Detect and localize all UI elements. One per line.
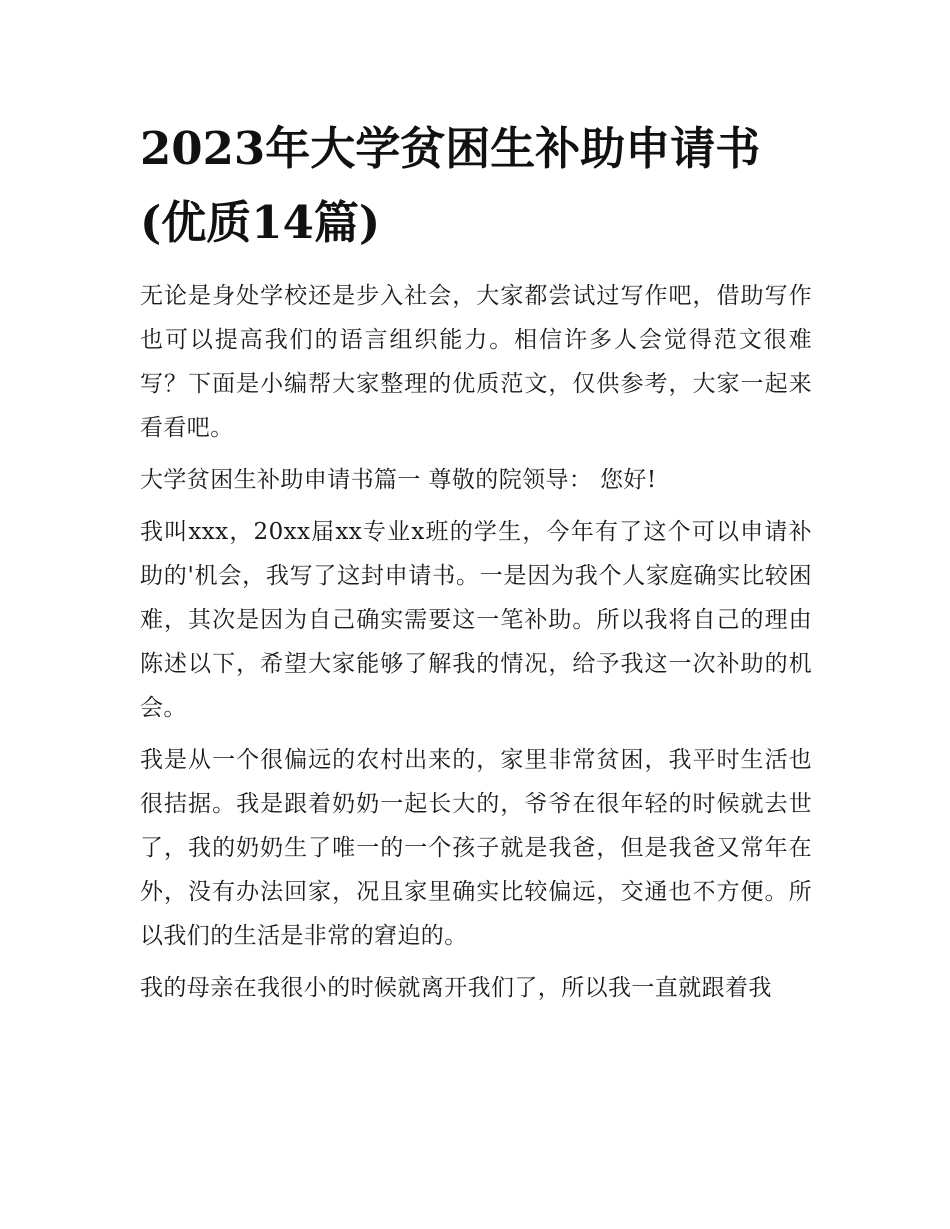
document-title: 2023年大学贫困生补助申请书(优质14篇) (140, 122, 761, 249)
paragraph-salutation: 大学贫困生补助申请书篇一 尊敬的院领导： 您好! (140, 467, 657, 493)
paragraph-self-introduction: 我叫xxx，20xx届xx专业x班的学生，今年有了这个可以申请补助的'机会，我写了这封申请书。一是因为我个人家庭确实比较困难，其次是因为自己确实需要这一笔补助。所以我将自己的理由陈述以下，希望大家能够了解我的情况，给予我这一次补助的机会。 (140, 519, 812, 721)
paragraph-mother: 我的母亲在我很小的时候就离开我们了，所以我一直就跟着我 (140, 975, 772, 1001)
document-body (140, 112, 812, 1018)
paragraph-intro: 无论是身处学校还是步入社会，大家都尝试过写作吧，借助写作也可以提高我们的语言组织能力。相信许多人会觉得范文很难写？下面是小编帮大家整理的优质范文，仅供参考，大家一起来看看吧。 (140, 283, 812, 441)
paragraph-family-background: 我是从一个很偏远的农村出来的，家里非常贫困，我平时生活也很拮据。我是跟着奶奶一起长大的，爷爷在很年轻的时候就去世了，我的奶奶生了唯一的一个孩子就是我爸，但是我爸又常年在外，没有办法回家，况且家里确实比较偏远，交通也不方便。所以我们的生活是非常的窘迫的。 (140, 747, 812, 949)
